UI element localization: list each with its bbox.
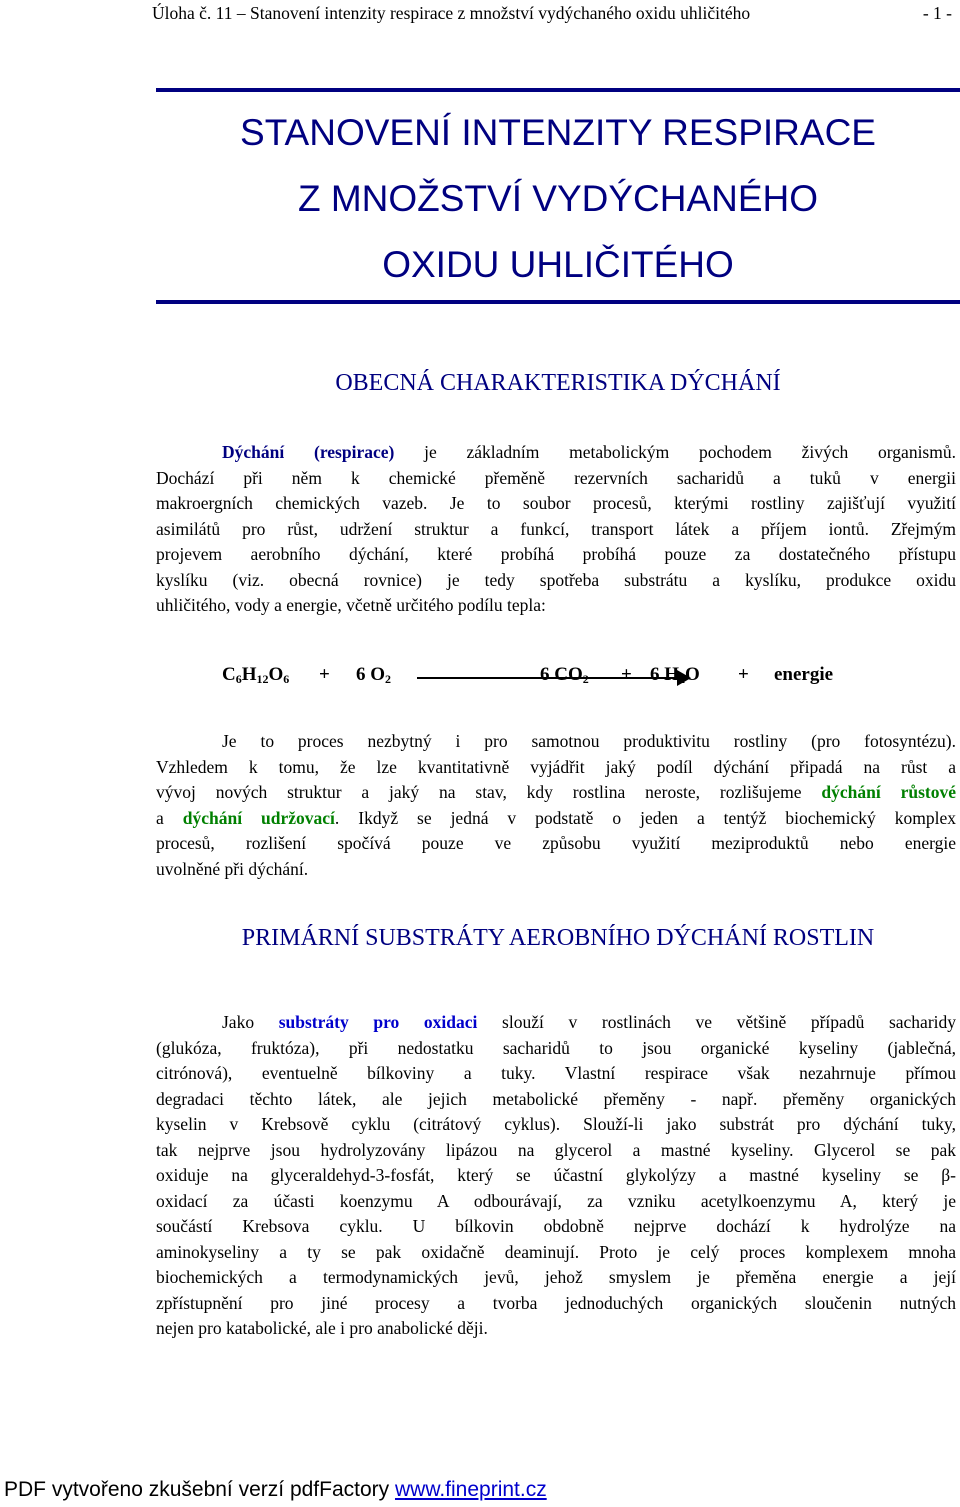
paragraph-line: Dýchání (respirace) je základním metabolickým pochodem živých organismů. xyxy=(222,442,956,462)
paragraph-line: kyslíku (viz. obecná rovnice) je tedy spotřeba substrátu a kyslíku, produkce oxidu xyxy=(156,569,956,590)
paragraph-line: zpřístupnění pro jiné procesy a tvorba jednoduchých organických sloučenin nutných xyxy=(156,1292,956,1313)
section-heading-general: OBECNÁ CHARAKTERISTIKA DÝCHÁNÍ xyxy=(335,370,781,396)
paragraph-line: Je to proces nezbytný i pro samotnou produktivitu rostliny (pro fotosyntézu). xyxy=(222,731,956,751)
product-co2: 6 $CO_2$ xyxy=(540,664,589,686)
paragraph-substrates xyxy=(156,1010,956,1342)
plus-sign: + xyxy=(738,664,749,685)
term-growth-respiration: dýchání růstové xyxy=(821,782,956,802)
paragraph-line: projevem aerobního dýchání, které probíhá probíhá pouze za dostatečného přístupu xyxy=(156,544,956,564)
product-energy: energie xyxy=(774,664,834,685)
paragraph-line: kyselin v Krebsově cyklu (citrátový cyklus). Slouží-li jako substrát pro dýchání tuky, xyxy=(156,1114,956,1134)
paragraph-line: a dýchání udržovací. Ikdyž se jedná v podstatě o jeden a tentýž biochemický komplex xyxy=(156,807,956,828)
title-rule-top xyxy=(156,88,960,92)
reactant-glucose: $C_6H_{12}O_6$ xyxy=(222,664,290,686)
footer-text: PDF vytvořeno zkušební verzí pdfFactory xyxy=(4,1478,395,1501)
plus-sign: + xyxy=(319,664,330,685)
plus-sign: + xyxy=(621,664,632,685)
title-line-2: Z MNOŽSTVÍ VYDÝCHANÉHO xyxy=(297,178,819,219)
paragraph-line: Vzhledem k tomu, že lze kvantitativně vyjádřit jaký podíl dýchání připadá na růst a xyxy=(156,756,956,777)
page-header xyxy=(152,3,952,27)
paragraph-respiration-intro xyxy=(156,440,956,619)
paragraph-line: oxidací za účasti koenzymu A odbourávají, za vzniku acetylkoenzymu A, který je xyxy=(156,1190,956,1211)
term-oxidation-substrates: substráty pro oxidaci xyxy=(278,1012,478,1032)
paragraph-line: uvolněné při dýchání. xyxy=(156,858,309,879)
paragraph-line: součástí Krebsova cyklu. U bílkovin obdobně nejprve dochází k hydrolýze na xyxy=(156,1216,956,1236)
product-water: 6 $H_2O$ xyxy=(650,664,700,686)
paragraph-line: aminokyseliny a ty se pak oxidačně deaminují. Proto je celý proces komplexem mnoha xyxy=(156,1241,956,1262)
reactant-oxygen: 6 $O_2$ xyxy=(356,664,392,686)
term-maintenance-respiration: dýchání udržovací xyxy=(182,807,335,828)
paragraph-line: uhličitého, vody a energie, včetně určitého podílu tepla: xyxy=(156,595,546,615)
section-heading-substrates: PRIMÁRNÍ SUBSTRÁTY AEROBNÍHO DÝCHÁNÍ ROSTLIN xyxy=(241,925,875,951)
paragraph-line: (glukóza, fruktóza), při nedostatku sacharidů to jsou organické kyseliny (jablečná, xyxy=(156,1037,956,1058)
title-line-1: STANOVENÍ INTENZITY RESPIRACE xyxy=(240,112,876,153)
paragraph-line: oxiduje na glyceraldehyd-3-fosfát, který se účastní glykolýzy a mastné kyseliny se β- xyxy=(156,1165,956,1185)
title-rule-bottom xyxy=(156,300,960,304)
paragraph-line: citrónová), eventuelně bílkoviny a tuky. Vlastní respirace však nezahrnuje přímou xyxy=(156,1063,956,1083)
paragraph-line: makroergních chemických vazeb. Je to soubor procesů, kterými rostliny zajišťují využití xyxy=(156,493,956,513)
page-number: - 1 - xyxy=(922,3,952,23)
paragraph-line: Dochází při něm k chemické přeměně rezervních sacharidů a tuků v energii xyxy=(156,467,956,488)
title-line-3: OXIDU UHLIČITÉHO xyxy=(382,244,734,285)
pdf-footer xyxy=(4,1478,547,1502)
paragraph-line: degradaci těchto látek, ale jejich metabolické přeměny - např. přeměny organických xyxy=(156,1088,956,1109)
term-respiration: Dýchání (respirace) xyxy=(222,442,395,462)
paragraph-line: vývoj nových struktur a jaký na stav, kdy rostlina neroste, rozlišujeme dýchání růstové xyxy=(156,782,956,802)
paragraph-line: biochemických a termodynamických jevů, jehož smyslem je přeměna energie a její xyxy=(156,1267,956,1287)
paragraph-line: tak nejprve jsou hydrolyzovány lipázou na glycerol a mastné kyseliny. Glycerol se pak xyxy=(156,1139,956,1160)
paragraph-line: nejen pro katabolické, ale i pro anabolické ději. xyxy=(156,1318,488,1338)
footer-link[interactable]: www.fineprint.cz xyxy=(394,1478,547,1501)
paragraph-respiration-types xyxy=(156,729,956,882)
header-title: Úloha č. 11 – Stanovení intenzity respirace z množství vydýchaného oxidu uhličitého xyxy=(152,3,751,23)
paragraph-line: asimilátů pro růst, udržení struktur a funkcí, transport látek a příjem iontů. Zřejmým xyxy=(156,518,956,539)
paragraph-line: procesů, rozlišení spočívá pouze ve způsobu využití meziproduktů nebo energie xyxy=(156,833,956,853)
paragraph-line: Jako substráty pro oxidaci slouží v rostlinách ve většině případů sacharidy xyxy=(222,1012,957,1032)
document-title xyxy=(156,100,960,298)
